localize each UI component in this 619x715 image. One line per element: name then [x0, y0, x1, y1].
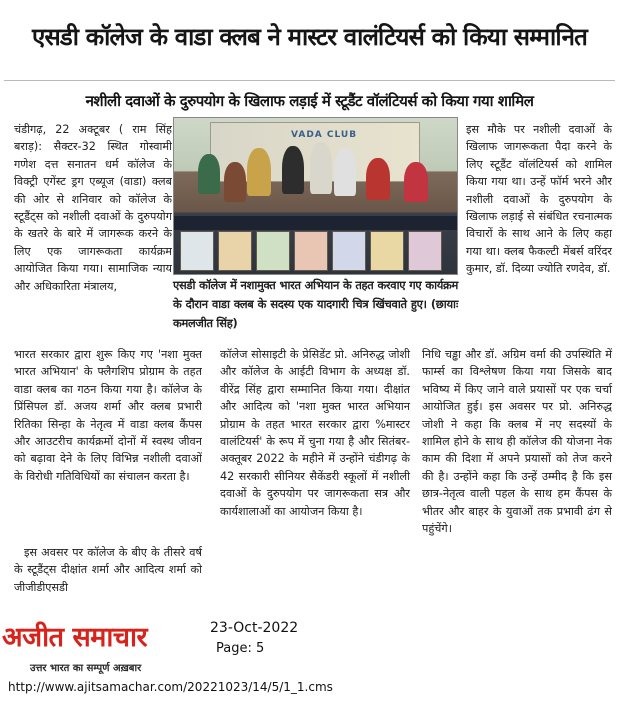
- publish-date: 23-Oct-2022: [210, 620, 299, 636]
- column-1-top: [14, 121, 172, 345]
- poster: [332, 231, 366, 271]
- subheadline: नशीली दवाओं के दुरुपयोग के खिलाफ लड़ाई में स्टूडैंट वॉलंटियर्स को किया गया शामिल: [85, 92, 534, 110]
- col2-para1: कॉलेज सोसाइटी के प्रेसिडेंट प्रो. अनिरुद्ध जोशी और कॉलेज के आईटी विभाग के अध्यक्ष डॉ. वीरेंद्र सिंह द्वारा सम्मानित किया गया। दीक्षांत और आदित्य को 'नशा मुक्त भारत अभियान प्रोग्राम के तहत भारत सरकार द्वारा %मास्टर वालंटियर्स' के रूप में चुना गया है और सितंबर-अक्तूबर 2022 के महीने में उन्होंने चंडीगढ़ के 42 सरकारी सीनियर सैकेंडरी स्कूलों में नशीली दवाओं के दुरुपयोग पर जागरूकता सत्र और कार्यशालाओं का आयोजन किया है।: [220, 348, 410, 518]
- source-url[interactable]: http://www.ajitsamachar.com/20221023/14/5/1_1.cms: [8, 680, 333, 694]
- article-photo: [173, 117, 458, 275]
- column-1-bottom: [14, 346, 202, 606]
- col4-para1: निधि चड्ढा और डॉ. अग्रिम वर्मा की उपस्थिति में फार्म्स का विश्लेषण किया गया जिसके बाद भविष्य में किए जाने वाले प्रयासों पर एक चर्चा आयोजित हुई। इस अवसर पर प्रो. अनिरुद्ध जोशी ने कहा कि क्लब में नए सदस्यों के शामिल होने के साथ ही कॉलेज की योजना नेक काम की दिशा में अपने प्रयासों को तेज करने की है। उन्होंने कहा कि उन्हें उम्मीद है कि इस छात्र-नेतृत्व वाली पहल के साथ हम कैंपस के भीतर और बाहर के युवाओं तक प्रभावी ढंग से पहुंचेंगे।: [422, 348, 612, 536]
- person: [282, 146, 304, 194]
- person: [334, 148, 356, 196]
- poster: [218, 231, 252, 271]
- col3-para1: इस मौके पर नशीली दवाओं के खिलाफ जागरूकता पैदा करने के लिए स्टूडैंट वॉलंटियर्स को शामिल किया गया था। उन्हें फॉर्म भरने और नशीली दवाओं के दुरुपयोग के खिलाफ लड़ाई से संबंधित रचनात्मक विचारों के साथ आने के लिए कहा गया था। क्लब फैकल्टी मेंबर्स वरिंदर कुमार, डॉ. दिव्या ज्योति रणदेव, डॉ.: [466, 123, 612, 276]
- poster: [294, 231, 328, 271]
- page-number: Page: 5: [216, 641, 265, 656]
- column-3: [466, 121, 612, 345]
- person: [224, 162, 246, 202]
- column-4: [422, 346, 612, 604]
- person: [404, 162, 428, 202]
- col1-para1-cont: भारत सरकार द्वारा शुरू किए गए 'नशा मुक्त भारत अभियान' के फ्लैगशिप प्रोग्राम के तहत वाडा क्लब का गठन किया गया है। कॉलेज के प्रिंसिपल डॉ. अजय शर्मा और क्लब प्रभारी रितिका सिन्हा के नेतृत्व में वाडा क्लब कैंपस और आउटरीच कार्यक्रमों दोनों में स्वस्थ जीवन को बढ़ावा देने के लिए विभिन्न नशीली दवाओं के विरोधी गतिविधियों का संचालन करता है।: [14, 348, 202, 483]
- headline: एसडी कॉलेज के वाडा क्लब ने मास्टर वालंटियर्स को किया सम्मानित: [32, 23, 587, 51]
- person: [366, 158, 390, 200]
- poster: [370, 231, 404, 271]
- poster: [408, 231, 442, 271]
- poster: [180, 231, 214, 271]
- photo-caption: एसडी कॉलेज में नशामुक्त भारत अभियान के तहत करवाए गए कार्यक्रम के दौरान वाडा क्लब के सदस्य एक यादगारी चित्र खिंचवाते हुए। (छायाः कमलजीत सिंह): [173, 278, 458, 330]
- banner-text: VADA CLUB: [291, 130, 358, 140]
- newspaper-logo: अजीत समाचार: [2, 622, 148, 653]
- poster: [256, 231, 290, 271]
- table: [174, 216, 458, 230]
- person: [198, 154, 220, 194]
- col1-para2: इस अवसर पर कॉलेज के बीए के तीसरे वर्ष के स्टूडैंट्स दीक्षांत शर्मा और आदित्य शर्मा को जीजीडीएसडी: [14, 546, 202, 594]
- newspaper-tagline: उत्तर भारत का सम्पूर्ण अख़बार: [30, 663, 142, 674]
- person: [310, 142, 332, 194]
- col1-para1: चंडीगढ़, 22 अक्टूबर ( राम सिंह बराड़): सैक्टर-32 स्थित गोस्वामी गणेश दत्त सनातन धर्म कॉलेज के विक्ट्री एगेंस्ट ड्रग एब्यूज (वाडा) क्लब की ओर से शनिवार को कॉलेज के स्टूडैंट्स को नशीली दवाओं के दुरुपयोग के खतरे के बारे में जागरूक करने के लिए एक जागरूकता कार्यक्रम आयोजित किया गया। सामाजिक न्याय और अधिकारिता मंत्रालय,: [14, 123, 172, 293]
- column-2: [220, 346, 410, 604]
- divider: [4, 80, 615, 81]
- person: [247, 148, 271, 196]
